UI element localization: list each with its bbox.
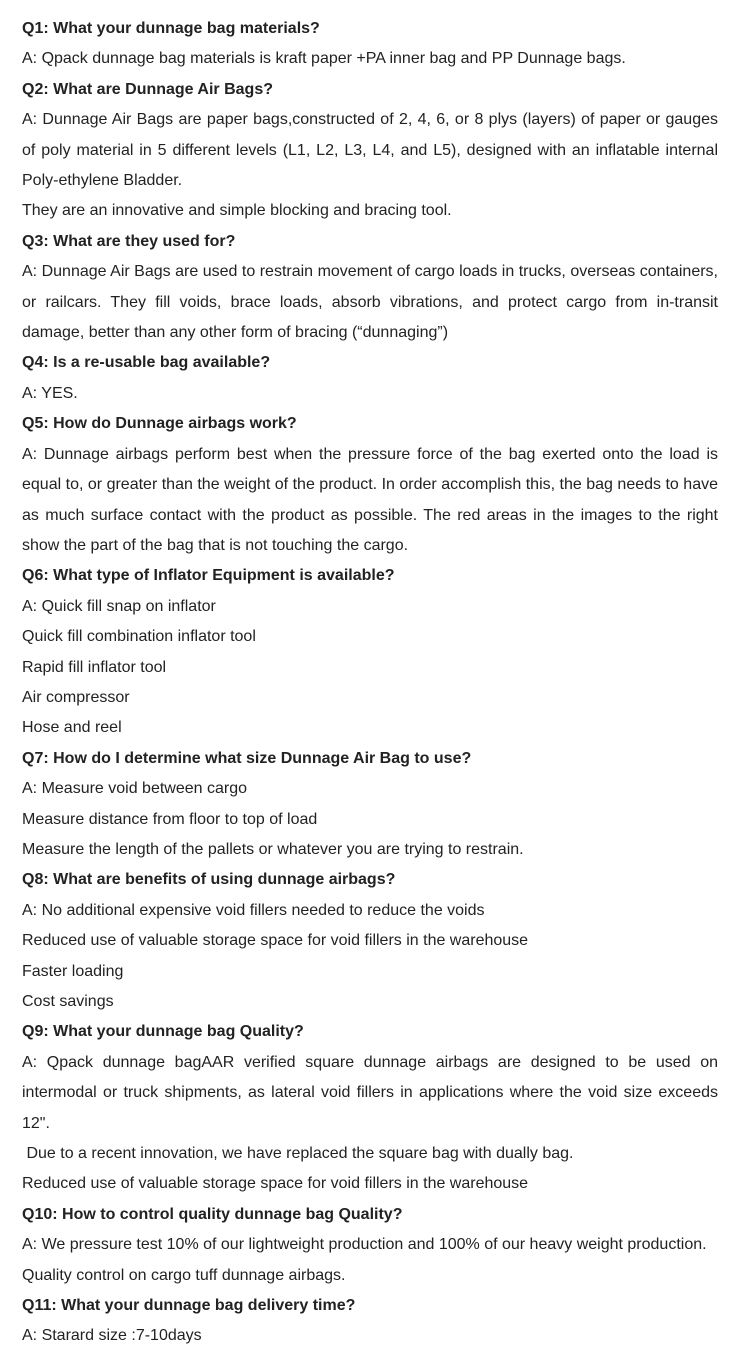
answer-q3: A: Dunnage Air Bags are used to restrain movement of cargo loads in trucks, overseas containers, or railcars. They fill voids, brace loads, absorb vibrations, and protect cargo from in-transit damage, better than any other form of bracing (“dunnaging”)	[22, 263, 718, 342]
question-q1: Q1: What your dunnage bag materials?	[22, 20, 320, 37]
question-q6: Q6: What type of Inflator Equipment is available?	[22, 567, 395, 585]
question-q2: Q2: What are Dunnage Air Bags?	[22, 80, 273, 98]
answer-q1: A: Qpack dunnage bag materials is kraft paper +PA inner bag and PP Dunnage bags.	[22, 50, 626, 68]
answer-q7-line3: Measure the length of the pallets or whatever you are trying to restrain.	[22, 840, 524, 858]
answer-q4: A: YES.	[22, 384, 78, 402]
answer-q5: A: Dunnage airbags perform best when the pressure force of the bag exerted onto the load is equal to, or greater than the weight of the product. In order accomplish this, the bag needs to have as much surface contact with the product as possible. The red areas in the images to the right show the part of the bag that is not touching the cargo.	[22, 445, 718, 554]
question-q10: Q10: How to control quality dunnage bag Quality?	[22, 1205, 403, 1223]
answer-q8-line3: Faster loading	[22, 962, 124, 980]
answer-q2-line2: They are an innovative and simple blocking and bracing tool.	[22, 202, 452, 220]
answer-q2: A: Dunnage Air Bags are paper bags,constructed of 2, 4, 6, or 8 plys (layers) of paper or gauges of poly material in 5 different levels (L1, L2, L3, L4, and L5), designed with an inflatable internal Poly-ethylene Bladder.	[22, 111, 718, 190]
answer-q10-line2: Quality control on cargo tuff dunnage airbags.	[22, 1266, 346, 1284]
question-q7: Q7: How do I determine what size Dunnage Air Bag to use?	[22, 749, 472, 767]
question-q8: Q8: What are benefits of using dunnage airbags?	[22, 871, 396, 889]
answer-q6-line5: Hose and reel	[22, 719, 122, 737]
question-q9: Q9: What your dunnage bag Quality?	[22, 1023, 304, 1041]
answer-q8-line4: Cost savings	[22, 993, 114, 1010]
answer-q7-line1: A: Measure void between cargo	[22, 780, 248, 798]
answer-q10-line1: A: We pressure test 10% of our lightweight production and 100% of our heavy weight production.	[22, 1236, 707, 1254]
question-q5: Q5: How do Dunnage airbags work?	[22, 415, 297, 433]
answer-q8-line1: A: No additional expensive void fillers needed to reduce the voids	[22, 901, 485, 919]
answer-q6-line2: Quick fill combination inflator tool	[22, 628, 256, 646]
question-q4: Q4: Is a re-usable bag available?	[22, 354, 271, 372]
answer-q7-line2: Measure distance from floor to top of load	[22, 810, 318, 828]
answer-q9: A: Qpack dunnage bagAAR verified square dunnage airbags are designed to be used on intermodal or truck shipments, as lateral void fillers in applications where the void size exceeds 12".	[22, 1053, 718, 1132]
answer-q11: A: Starard size :7-10days	[22, 1327, 202, 1345]
question-q11: Q11: What your dunnage bag delivery time?	[22, 1297, 356, 1315]
answer-q8-line2: Reduced use of valuable storage space for void fillers in the warehouse	[22, 932, 529, 950]
question-q3: Q3: What are they used for?	[22, 232, 236, 250]
answer-q9-line3: Reduced use of valuable storage space for void fillers in the warehouse	[22, 1175, 529, 1193]
answer-q6-line3: Rapid fill inflator tool	[22, 658, 167, 676]
answer-q6-line1: A: Quick fill snap on inflator	[22, 597, 216, 615]
answer-q6-line4: Air compressor	[22, 688, 130, 706]
answer-q9-line2: Due to a recent innovation, we have replaced the square bag with dually bag.	[22, 1145, 574, 1163]
